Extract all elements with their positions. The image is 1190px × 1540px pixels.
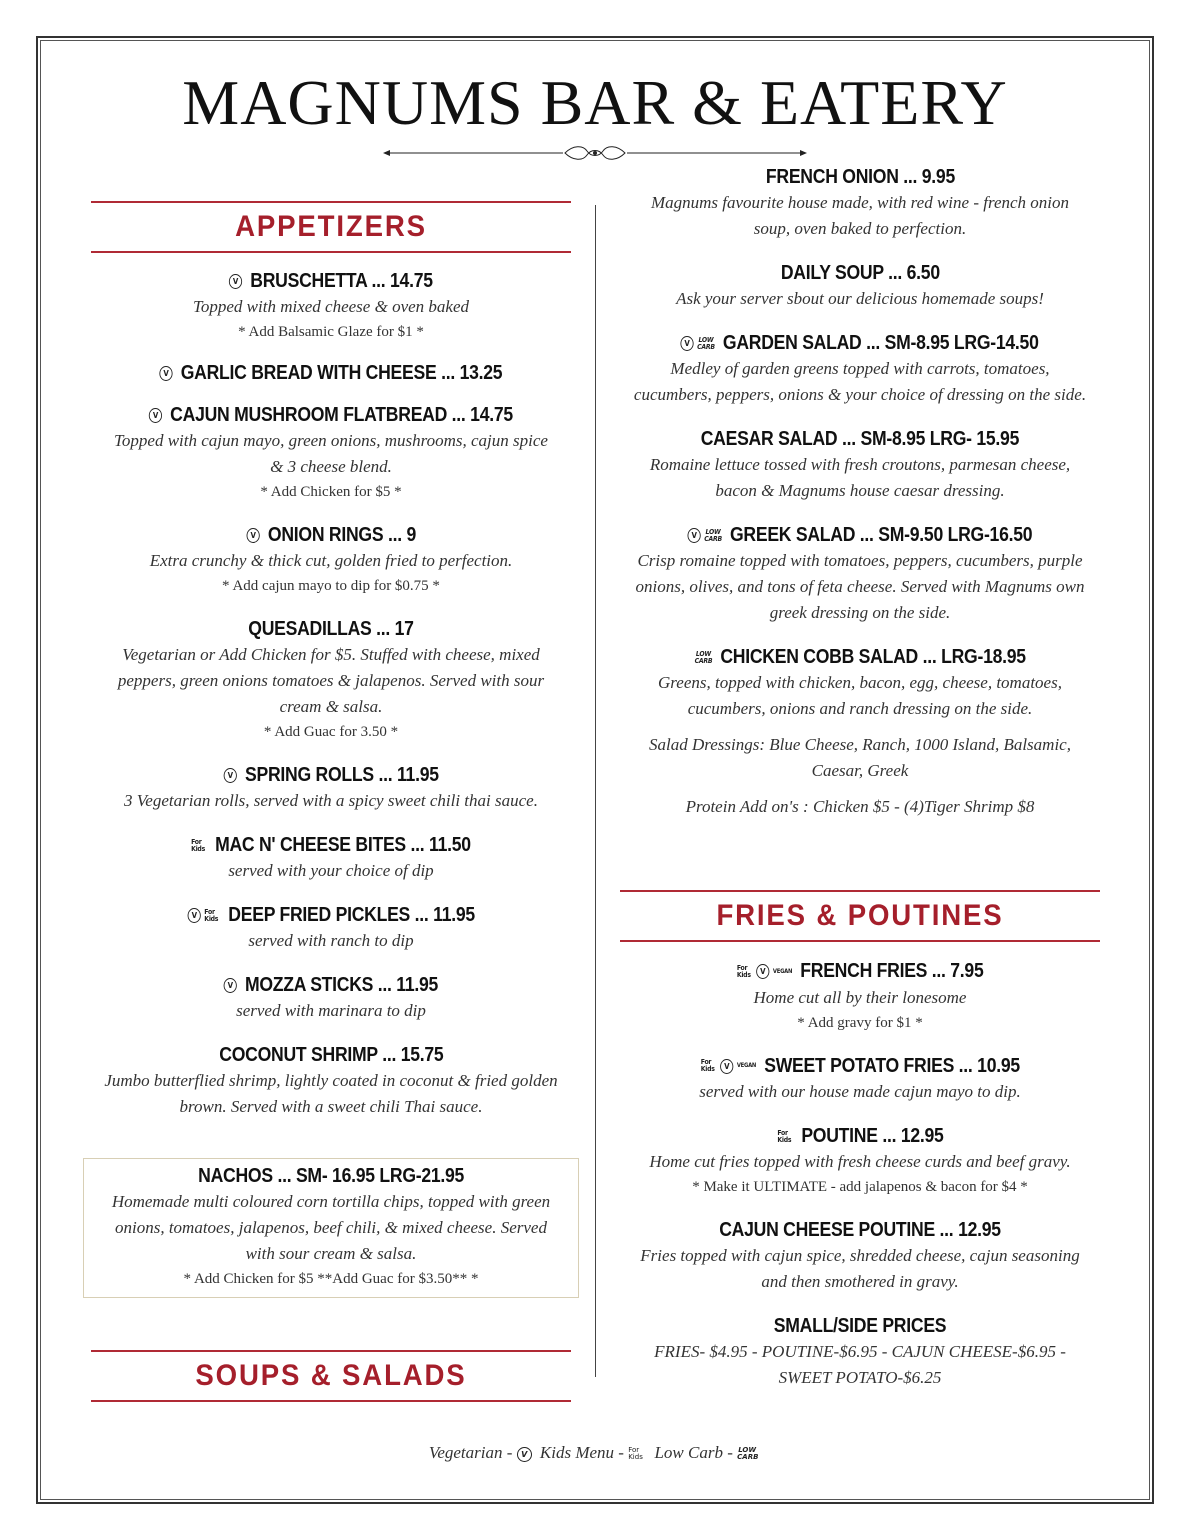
vegetarian-icon: V (517, 1447, 532, 1462)
menu-item-chicken-cobb-salad: LOW CARB CHICKEN COBB SALAD ... LRG-18.95 Greens, topped with chicken, bacon, egg, cheese, tomatoes, cucumbers, onions and ranch dressing on the side. (658, 646, 1062, 718)
menu-item-sweet-potato-fries: For Kids V VEGAN SWEET POTATO FRIES ... 10.95 served with our house made cajun mayo to dip. (699, 1054, 1021, 1102)
kids-menu-icon: For Kids (204, 907, 218, 923)
menu-item-onion-rings: V ONION RINGS ... 9 Extra crunchy & thick cut, golden fried to perfection. * Add cajun mayo to dip for $0.75 * (149, 524, 513, 594)
soups-salads-header (91, 1350, 571, 1402)
soups-salads-list (620, 164, 1100, 820)
vegetarian-icon: V (681, 336, 694, 351)
fries-poutines-list (620, 958, 1100, 1391)
menu-item-caesar-salad: CAESAR SALAD ... SM-8.95 LRG- 15.95 Romaine lettuce tossed with fresh croutons, parmesan cheese, bacon & Magnums house caesar dressing. (649, 428, 1071, 500)
salad-dressings: Salad Dressings: Blue Cheese, Ranch, 1000 Island, Balsamic, Caesar, Greek (649, 735, 1071, 780)
fries-poutines-header (620, 890, 1100, 942)
vegan-icon: VEGAN (736, 1062, 756, 1070)
menu-item-french-onion: FRENCH ONION ... 9.95 Magnums favourite house made, with red wine - french onion soup, oven baked to perfection. (650, 166, 1070, 238)
vegetarian-icon: V (688, 528, 701, 543)
section-title: FRIES & POUTINES (716, 899, 1004, 932)
vegetarian-icon: V (246, 528, 259, 543)
menu-item-daily-soup: DAILY SOUP ... 6.50 Ask your server sbout our delicious homemade soups! (676, 262, 1044, 308)
menu-item-coconut-shrimp: COCONUT SHRIMP ... 15.75 Jumbo butterflied shrimp, lightly coated in coconut & fried golden brown. Served with a sweet chili Thai sauce. (104, 1044, 558, 1116)
vegetarian-icon: V (229, 274, 242, 289)
kids-menu-icon: For Kids (776, 1129, 791, 1145)
low-carb-icon: LOW CARB (694, 649, 713, 665)
menu-item-garlic-bread: V GARLIC BREAD WITH CHEESE ... 13.25 (91, 360, 571, 386)
vegetarian-icon: V (223, 768, 236, 783)
section-title: SOUPS & SALADS (195, 1359, 467, 1392)
menu-item-nachos: NACHOS ... SM- 16.95 LRG-21.95 Homemade multi coloured corn tortilla chips, topped with green onions, tomatoes, jalapenos, beef chili, & mixed cheese. Served with sour cream & salsa. * Add Chicken for $5 **Add Guac for $3.50** * (83, 1158, 579, 1298)
vegetarian-icon: V (160, 366, 173, 381)
appetizers-header (91, 201, 571, 253)
dietary-legend: Vegetarian - V Kids Menu - For Kids Low Carb - LOW CARB (428, 1443, 759, 1462)
column-divider (595, 205, 596, 1377)
menu-item-cajun-cheese-poutine: CAJUN CHEESE POUTINE ... 12.95 Fries topped with cajun spice, shredded cheese, cajun seasoning and then smothered in gravy. (640, 1219, 1080, 1292)
kids-menu-icon: For Kids (628, 1446, 643, 1462)
low-carb-icon: LOW CARB (704, 527, 723, 543)
kids-menu-icon: For Kids (191, 837, 206, 853)
menu-item-greek-salad: V LOW CARB GREEK SALAD ... SM-9.50 LRG-16.50 Crisp romaine topped with tomatoes, peppers, cucumbers, purple onions, olives, and tons of feta cheese. Served with Magnums own greek dressing on the side. (635, 524, 1085, 622)
section-rule (91, 251, 571, 253)
kids-menu-icon: For Kids (736, 963, 751, 979)
menu-item-mozza-sticks: V MOZZA STICKS ... 11.95 served with marinara to dip (91, 972, 571, 1024)
menu-item-french-fries: For Kids V VEGAN FRENCH FRIES ... 7.95 Home cut all by their lonesome * Add gravy for $1 * (736, 960, 984, 1031)
ornament-divider-icon (383, 143, 807, 163)
appetizers-list (91, 268, 571, 1120)
protein-add-ons: Protein Add on's : Chicken $5 - (4)Tiger Shrimp $8 (685, 797, 1035, 816)
vegan-icon: VEGAN (772, 967, 792, 975)
menu-item-bruschetta: V BRUSCHETTA ... 14.75 Topped with mixed cheese & oven baked * Add Balsamic Glaze for $1 * (192, 270, 470, 340)
kids-menu-icon: For Kids (700, 1058, 715, 1074)
low-carb-icon: LOW CARB (697, 335, 716, 351)
low-carb-icon: LOW CARB (737, 1446, 759, 1462)
section-rule (91, 1400, 571, 1402)
section-title: APPETIZERS (235, 210, 427, 243)
vegetarian-icon: V (149, 408, 162, 423)
vegetarian-icon: V (224, 978, 237, 993)
menu-item-cajun-flatbread: V CAJUN MUSHROOM FLATBREAD ... 14.75 Topped with cajun mayo, green onions, mushrooms, cajun spice & 3 cheese blend. * Add Chicken for $5 * (114, 404, 548, 500)
small-side-prices: SMALL/SIDE PRICES FRIES- $4.95 - POUTINE-$6.95 - CAJUN CHEESE-$6.95 - SWEET POTATO-$6.25 (654, 1315, 1066, 1388)
menu-item-quesadillas: QUESADILLAS ... 17 Vegetarian or Add Chicken for $5. Stuffed with cheese, mixed peppers, green onions tomatoes & jalapenos. Served with sour cream & salsa. * Add Guac for 3.50 * (117, 618, 545, 740)
menu-item-mac-cheese-bites: For Kids MAC N' CHEESE BITES ... 11.50 served with your choice of dip (191, 834, 471, 880)
menu-item-deep-fried-pickles: V For Kids DEEP FRIED PICKLES ... 11.95 served with ranch to dip (91, 902, 571, 954)
menu-item-spring-rolls: V SPRING ROLLS ... 11.95 3 Vegetarian rolls, served with a spicy sweet chili thai sauce. (124, 764, 538, 810)
vegetarian-icon: V (187, 908, 200, 923)
menu-item-garden-salad: V LOW CARB GARDEN SALAD ... SM-8.95 LRG-14.50 Medley of garden greens topped with carrots, tomatoes, cucumbers, peppers, onions & your choice of dressing on the side. (633, 332, 1087, 404)
section-rule (620, 940, 1100, 942)
vegetarian-icon: V (720, 1059, 733, 1074)
menu-item-poutine: For Kids POUTINE ... 12.95 Home cut fries topped with fresh cheese curds and beef gravy. * Make it ULTIMATE - add jalapenos & bacon for $4 * (649, 1125, 1071, 1196)
menu-title: MAGNUMS BAR & EATERY (182, 67, 1008, 138)
vegetarian-icon: V (756, 964, 769, 979)
